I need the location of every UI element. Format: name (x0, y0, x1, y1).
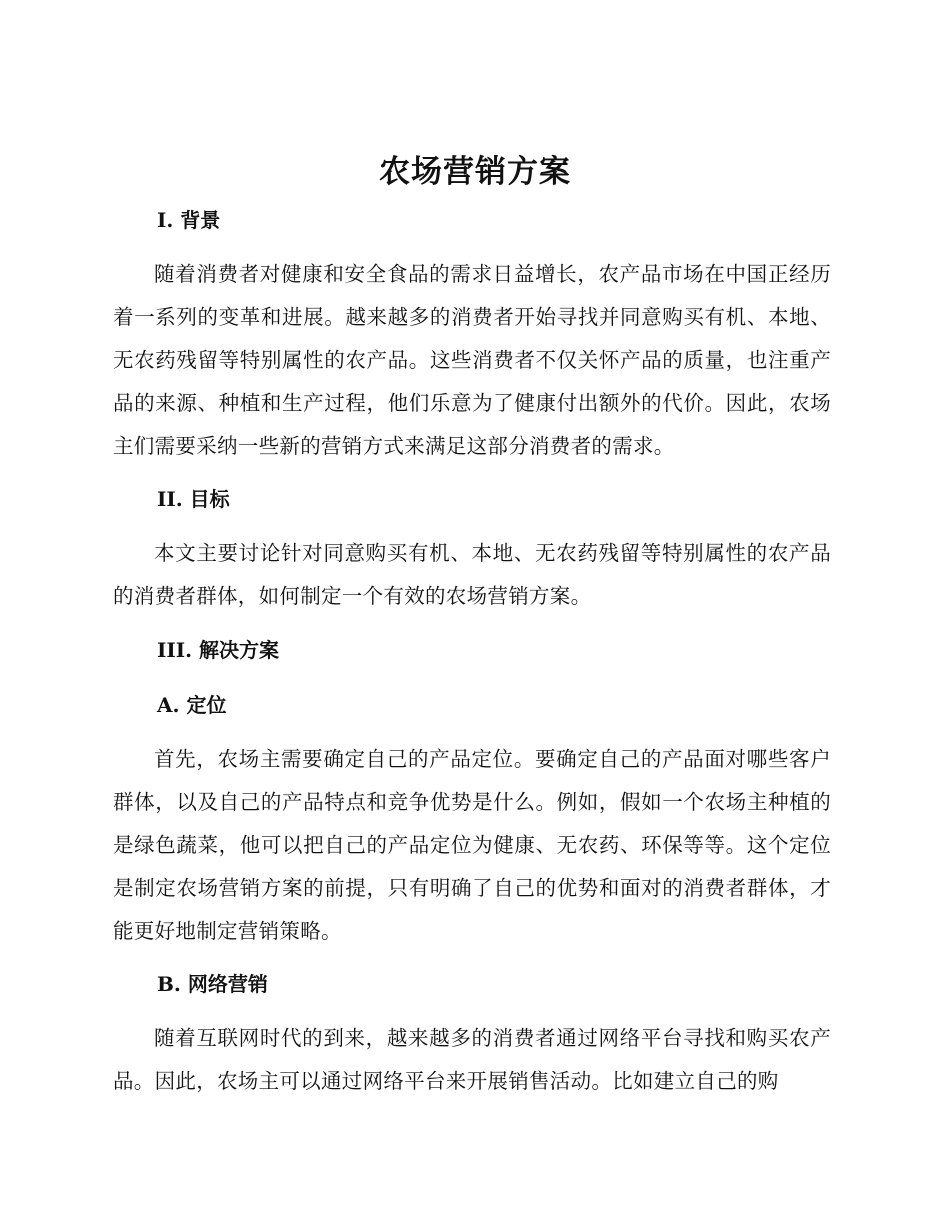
section-heading-solution: III. 解决方案 (157, 638, 279, 662)
paragraph-positioning: 首先，农场主需要确定自己的产品定位。要确定自己的产品面对哪些客户群体，以及自己的产品特点和竞争优势是什么。例如，假如一个农场主种植的是绿色蔬菜，他可以把自己的产品定位为健康、无农药、环保等等。这个定位是制定农场营销方案的前提，只有明确了自己的优势和面对的消费者群体，才能更好地制定营销策略。 (113, 747, 831, 943)
paragraph-goal: 本文主要讨论针对同意购买有机、本地、无农药残留等特别属性的农产品的消费者群体，如何制定一个有效的农场营销方案。 (113, 541, 831, 608)
paragraph-background: 随着消费者对健康和安全食品的需求日益增长，农产品市场在中国正经历着一系列的变革和进展。越来越多的消费者开始寻找并同意购买有机、本地、无农药残留等特别属性的农产品。这些消费者不仅关怀产品的质量，也注重产品的来源、种植和生产过程，他们乐意为了健康付出额外的代价。因此，农场主们需要采纳一些新的营销方式来满足这部分消费者的需求。 (113, 262, 831, 458)
section-heading-background: I. 背景 (157, 208, 221, 232)
paragraph-online-marketing: 随着互联网时代的到来，越来越多的消费者通过网络平台寻找和购买农产品。因此，农场主可以通过网络平台来开展销售活动。比如建立自己的购 (113, 1026, 831, 1093)
subsection-heading-positioning: A. 定位 (157, 693, 227, 717)
document-title: 农场营销方案 (379, 154, 571, 190)
subsection-heading-online-marketing: B. 网络营销 (157, 972, 268, 996)
section-heading-goal: II. 目标 (157, 487, 230, 511)
